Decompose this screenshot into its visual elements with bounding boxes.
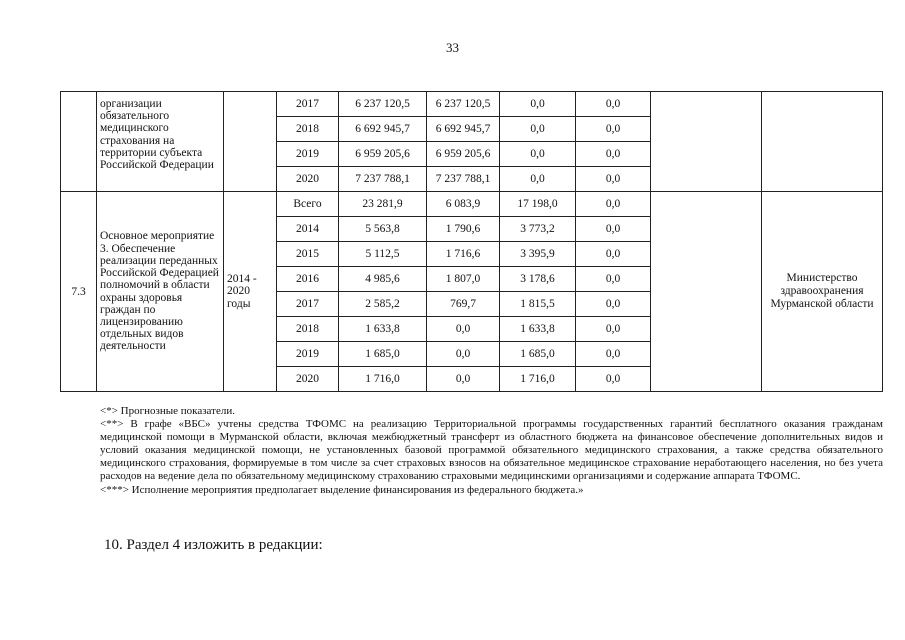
footnotes — [100, 405, 883, 497]
value-cell: 1 685,0 — [500, 342, 576, 367]
value-cell: 0,0 — [576, 167, 651, 192]
value-cell: 0,0 — [576, 267, 651, 292]
total-cell: 4 985,6 — [339, 267, 427, 292]
value-cell: 0,0 — [576, 367, 651, 392]
period-cell — [224, 92, 277, 192]
value-cell: 0,0 — [576, 317, 651, 342]
total-cell: 2 585,2 — [339, 292, 427, 317]
total-cell: 1 685,0 — [339, 342, 427, 367]
footnote-vbs: <**> В графе «ВБС» учтены средства ТФОМС на реализацию Территориальной программы государственных гарантий бесплатного оказания гражданам медицинской помощи в Мурманской области, включая межбюджетный трансферт из областного бюджета на финансовое обеспечение дополнительных видов и условий оказания медицинской помощи, не установленных базовой программой обязательного медицинского страхования, а также средства обязательного медицинского страхования, формируемые в том числе за счет страховых взносов на обязательное медицинское страхование неработающего населения, но без учета расходов на ведение дела по обязательному медицинскому страхованию страховыми медицинскими организациями и содержание аппарата ТФОМС. — [100, 418, 883, 483]
value-cell: 0,0 — [576, 342, 651, 367]
value-cell: 0,0 — [576, 117, 651, 142]
year-cell: 2014 — [277, 217, 339, 242]
value-cell: 0,0 — [500, 167, 576, 192]
value-cell: 3 395,9 — [500, 242, 576, 267]
value-cell: 0,0 — [576, 292, 651, 317]
total-cell: 7 237 788,1 — [339, 167, 427, 192]
year-cell: 2020 — [277, 367, 339, 392]
activity-name-cell: организации обязательного медицинского страхования на территории субъекта Российской Федерации — [97, 92, 224, 192]
total-cell: 23 281,9 — [339, 192, 427, 217]
program-table-body — [61, 92, 883, 392]
value-cell: 7 237 788,1 — [427, 167, 500, 192]
section-heading: 10. Раздел 4 изложить в редакции: — [104, 537, 323, 553]
total-cell: 5 563,8 — [339, 217, 427, 242]
table-row — [61, 92, 883, 117]
activity-name-cell: Основное мероприятие 3. Обеспечение реализации переданных Российской Федерацией полномочий в области охраны здоровья граждан по лицензированию отдельных видов деятельности — [97, 192, 224, 392]
footnote-forecast: <*> Прогнозные показатели. — [100, 405, 235, 417]
total-cell: 6 692 945,7 — [339, 117, 427, 142]
value-cell: 3 178,6 — [500, 267, 576, 292]
value-cell: 769,7 — [427, 292, 500, 317]
total-cell: 6 237 120,5 — [339, 92, 427, 117]
value-cell: 1 716,6 — [427, 242, 500, 267]
value-cell: 0,0 — [576, 217, 651, 242]
executor-cell: Министерство здравоохранения Мурманской области — [762, 192, 883, 392]
value-cell: 1 815,5 — [500, 292, 576, 317]
year-cell: 2017 — [277, 92, 339, 117]
value-cell: 0,0 — [500, 117, 576, 142]
year-cell: 2019 — [277, 142, 339, 167]
value-cell: 0,0 — [427, 317, 500, 342]
year-cell: 2017 — [277, 292, 339, 317]
year-cell: 2015 — [277, 242, 339, 267]
empty-cell — [651, 92, 762, 192]
value-cell: 0,0 — [576, 192, 651, 217]
year-cell: 2016 — [277, 267, 339, 292]
value-cell: 0,0 — [427, 342, 500, 367]
value-cell: 0,0 — [576, 92, 651, 117]
total-cell: 5 112,5 — [339, 242, 427, 267]
year-cell: 2018 — [277, 317, 339, 342]
table-row — [61, 192, 883, 217]
value-cell: 1 633,8 — [500, 317, 576, 342]
value-cell: 6 083,9 — [427, 192, 500, 217]
value-cell: 0,0 — [500, 92, 576, 117]
value-cell: 6 237 120,5 — [427, 92, 500, 117]
value-cell: 6 959 205,6 — [427, 142, 500, 167]
year-cell: 2019 — [277, 342, 339, 367]
year-cell: 2020 — [277, 167, 339, 192]
year-cell: Всего — [277, 192, 339, 217]
executor-cell — [762, 92, 883, 192]
row-number-cell: 7.3 — [61, 192, 97, 392]
value-cell: 0,0 — [576, 242, 651, 267]
footnote-federal: <***> Исполнение мероприятия предполагает выделение финансирования из федерального бюджета.» — [100, 483, 584, 496]
total-cell: 1 633,8 — [339, 317, 427, 342]
value-cell: 6 692 945,7 — [427, 117, 500, 142]
empty-cell — [651, 192, 762, 392]
value-cell: 0,0 — [427, 367, 500, 392]
page-number: 33 — [446, 40, 459, 55]
value-cell: 17 198,0 — [500, 192, 576, 217]
value-cell: 3 773,2 — [500, 217, 576, 242]
value-cell: 1 716,0 — [500, 367, 576, 392]
value-cell: 0,0 — [576, 142, 651, 167]
period-cell: 2014 - 2020 годы — [224, 192, 277, 392]
num-cell — [61, 92, 97, 192]
program-table — [60, 91, 883, 392]
year-cell: 2018 — [277, 117, 339, 142]
total-cell: 1 716,0 — [339, 367, 427, 392]
value-cell: 1 807,0 — [427, 267, 500, 292]
total-cell: 6 959 205,6 — [339, 142, 427, 167]
value-cell: 0,0 — [500, 142, 576, 167]
value-cell: 1 790,6 — [427, 217, 500, 242]
